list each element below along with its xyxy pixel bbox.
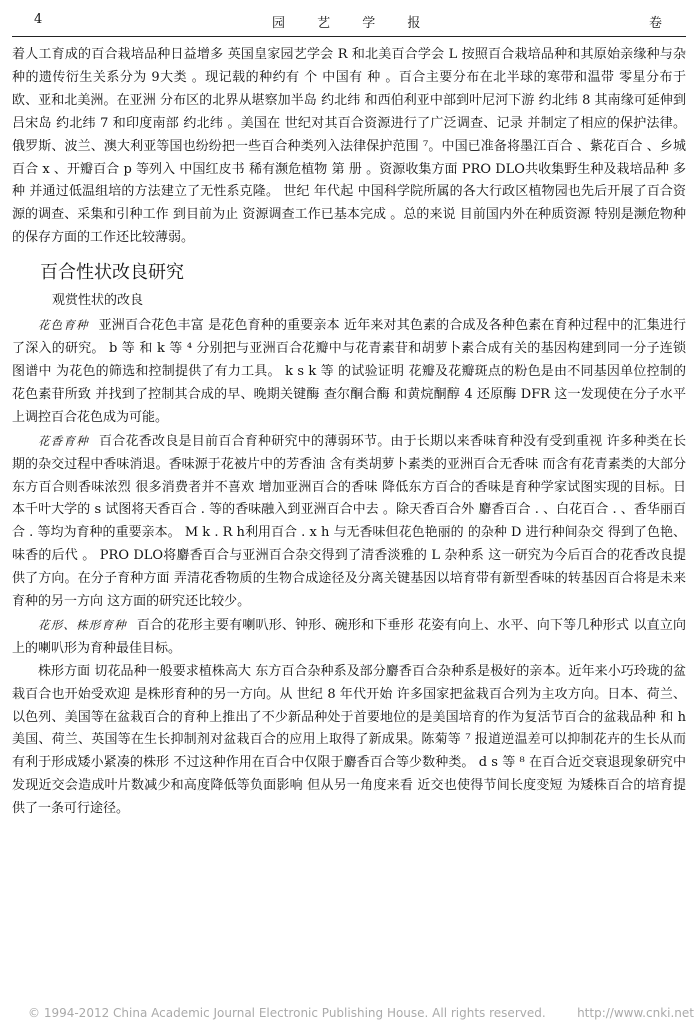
- header-rule: [12, 36, 686, 37]
- article-body: [12, 44, 686, 821]
- form-text: 百合的花形主要有喇叭形、钟形、碗形和下垂形 花姿有向上、水平、向下等几种形式 以直立向上的喇叭形为育种最佳目标。: [12, 617, 687, 656]
- flower-color-paragraph: [12, 314, 686, 430]
- subsection-title: 观赏性状的改良: [52, 293, 144, 309]
- volume-label: 卷: [648, 16, 662, 31]
- fragrance-lead: 花香育种: [38, 433, 89, 448]
- footer-url[interactable]: http://www.cnki.net: [577, 1006, 694, 1020]
- journal-title: 园 艺 学 报: [272, 16, 435, 31]
- page-header: [0, 0, 698, 40]
- form-paragraph: [12, 614, 686, 661]
- fragrance-text: 百合花香改良是目前百合育种研究中的薄弱环节。由于长期以来香味育种没有受到重视 许多种类在长期的杂交过程中香味消退。香味源于花被片中的芳香油 含有类胡萝卜素类的亚洲百合无香味 而含有花青素类的大部分东方百合则香味浓烈 很多消费者并不喜欢 增加亚洲百合的香味 降低东方百合的香味是育种学家试图实现的目标。日本千叶大学的 s 试图将天香百合 . 等的香味融入到亚洲百合中去 。除天香百合外 麝香百合 . 、白花百合 . 、香华丽百合 . 等均为育种的重要亲本。 M k . R h利用百合 . x h 与无香味但花色艳丽的 的杂种 D 进行种间杂交 得到了色艳、味香的后代 。 PRO DLO将麝香百合与亚洲百合杂交得到了清香淡雅的 L 杂种系 这一研究为今后百合的花香改良提供了方向。在分子育种方面 弄清花香物质的生物合成途径及分离关键基因以培育带有新型香味的转基因百合将是未来育种的另一方向 这方面的研究还比较少。: [12, 433, 687, 610]
- footer-copyright: © 1994-2012 China Academic Journal Electronic Publishing House. All rights reserved.: [28, 1006, 546, 1020]
- flower-color-text: 亚洲百合花色丰富 是花色育种的重要亲本 近年来对其色素的合成及各种色素在育种过程中的汇集进行了深入的研究。 b 等 和 k 等 ⁴ 分别把与亚洲百合花瓣中与花青素苷和胡萝卜素合成有关的基因构建到同一分子连锁图谱中 为花色的筛选和控制提供了有力工具。 k s k 等 的试验证明 花瓣及花瓣斑点的粉色是由不同基因单位控制的花色素苷所致 并找到了控制其合成的早、晚期关键酶 查尔酮合酶 和黄烷酮醇 4 还原酶 DFR 这一发现使在分子水平上调控百合花色成为可能。: [12, 318, 687, 425]
- flower-color-lead: 花色育种: [38, 318, 89, 333]
- section-title: 百合性状改良研究: [40, 262, 184, 284]
- form-lead: 花形、株形育种: [38, 617, 127, 632]
- intro-paragraph: 着人工育成的百合栽培品种日益增多 英国皇家园艺学会 R 和北美百合学会 L 按照百合栽培品种和其原始亲缘种与杂种的遗传衍生关系分为 9大类 。现记载的种约有 个 中国有 种 。百合主要分布在北半球的寒带和温带 零星分布于欧、亚和北美洲。在亚洲 分布区的北界从堪察加半岛 约北纬 和西伯利亚中部到叶尼河下游 约北纬 8 其南缘可延伸到吕宋岛 约北纬 7 和印度南部 约北纬 。美国在 世纪对其百合资源进行了广泛调查、记录 并制定了相应的保护法律。俄罗斯、波兰、澳大利亚等国也纷纷把一些百合种类列入法律保护范围 ⁷。中国已准备将墨江百合 、紫花百合 、乡城百合 x 、开瓣百合 p 等列入 中国红皮书 稀有濒危植物 第 册 。资源收集方面 PRO DLO共收集野生种及栽培品种 多种 并通过低温组培的方法建立了无性系克隆。 世纪 年代起 中国科学院所属的各大行政区植物园也先后开展了百合资源的调查、采集和引种工作 到目前为止 资源调查工作已基本完成 。总的来说 目前国内外在种质资源 特别是濒危物种的保存方面的工作还比较薄弱。: [12, 47, 686, 246]
- page-number: 4: [34, 12, 43, 27]
- plant-form-paragraph: 株形方面 切花品种一般要求植株高大 东方百合杂种系及部分麝香百合杂种系是极好的亲本。近年来小巧玲珑的盆栽百合也开始受欢迎 是株形育种的另一方向。从 世纪 8 年代开始 许多国家把盆栽百合列为主攻方向。日本、荷兰、以色列、美国等在盆栽百合的育种上推出了不少新品种处于首要地位的是美国培育的作为复活节百合的盆栽品种 和 h 美国、荷兰、英国等在生长抑制剂对盆栽百合的应用上取得了新成果。陈菊等 ⁷ 报道逆温差可以抑制花卉的生长从而有利于形成矮小紧凑的株形 不过这种作用在百合中仅限于麝香百合等少数种类。 d s 等 ⁸ 在百合近交衰退现象研究中发现近交会造成叶片数减少和高度降低等负面影响 但从另一角度来看 近交也使得节间长度变短 为矮株百合的培育提供了一条可行途径。: [12, 663, 686, 817]
- fragrance-paragraph: [12, 430, 686, 614]
